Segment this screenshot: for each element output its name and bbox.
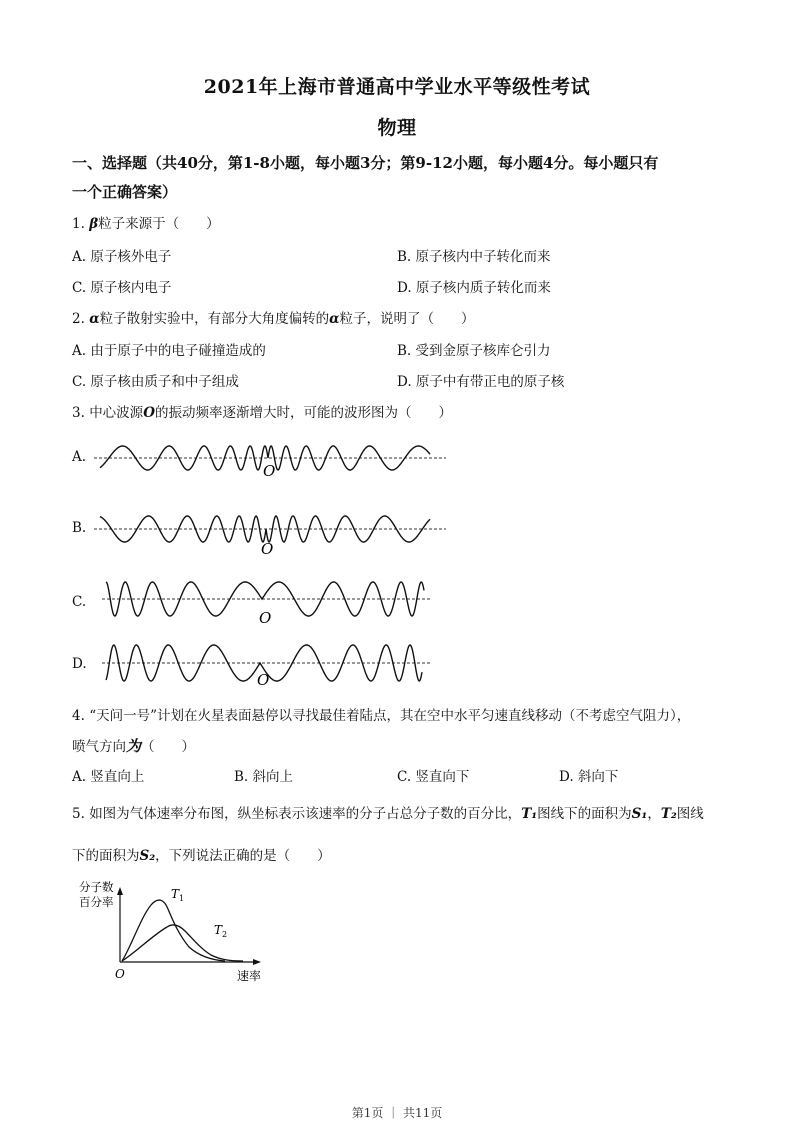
question-text-b: ，下列说法正确的是（ ） [155, 848, 331, 864]
question-1-stem [72, 212, 220, 232]
question-text-a: 中心波源 [89, 405, 144, 421]
question-text-d: 图线 [676, 806, 704, 822]
y-axis-arrow [117, 887, 123, 895]
speed-distribution-figure [75, 877, 275, 987]
question-text-a: 如图为气体速率分布图，纵坐标表示该速率的分子占总分子数的百分比， [89, 806, 522, 822]
question-number: 5. [72, 806, 85, 822]
question-text-b: 图线下的面积为 [537, 806, 632, 822]
origin-label: O [259, 609, 272, 625]
page-footer: 第1页 ｜ 共11页 [351, 1106, 443, 1120]
question-text-b: 的振动频率逐渐增大时，可能的波形图为（ ） [154, 405, 452, 421]
question-text-a: 粒子散射实验中，有部分大角度偏转的 [99, 311, 330, 327]
question-text: “天问一号”计划在火星表面悬停以寻找最佳着陆点，其在空中水平匀速直线移动（不考虑空气阻力）， [89, 708, 691, 724]
q2-option-b[interactable]: B. 受到金原子核库仑引力 [397, 343, 551, 359]
question-text-c: ， [647, 806, 661, 822]
x-axis-arrow [253, 959, 261, 965]
origin-label: O [115, 967, 125, 981]
q4-option-b[interactable]: B. 斜向上 [234, 769, 294, 785]
alpha-symbol: α [89, 311, 100, 327]
q3-option-c-label[interactable]: C. [72, 594, 87, 610]
question-number: 3. [72, 405, 85, 421]
subject-title: 物理 [377, 117, 417, 139]
y-axis-label-2: 百分率 [79, 895, 114, 909]
q3-wave-c[interactable] [100, 575, 440, 625]
section-header-line1: 一、选择题（共40分，第1-8小题，每小题3分；第9-12小题，每小题4分。每小题只有 [72, 154, 659, 172]
question-text-a: 喷气方向 [72, 739, 126, 755]
question-text: 粒子来源于（ ） [98, 216, 220, 232]
origin-label: O [263, 462, 276, 480]
question-number: 1. [72, 216, 85, 232]
q3-wave-d[interactable] [100, 637, 440, 687]
question-text-c: （ ） [141, 739, 196, 755]
t1-curve-label [171, 887, 184, 903]
t1-symbol: T₁ [521, 806, 538, 822]
question-text-b: 为 [126, 737, 142, 755]
question-5-line1 [72, 802, 704, 822]
origin-label: O [257, 671, 270, 687]
q3-option-d-label[interactable]: D. [72, 656, 87, 672]
q1-option-b[interactable]: B. 原子核内中子转化而来 [397, 249, 551, 265]
q4-option-c[interactable]: C. 竖直向下 [397, 769, 470, 785]
question-text-a: 下的面积为 [72, 848, 140, 864]
q2-option-a[interactable]: A. 由于原子中的电子碰撞造成的 [72, 343, 266, 359]
t2-label: T [214, 923, 223, 937]
question-5-line2 [72, 844, 331, 864]
t1-curve [122, 900, 228, 961]
q3-option-b-label[interactable]: B. [72, 520, 87, 536]
t1-label: T [171, 887, 180, 901]
alpha-symbol: α [329, 311, 340, 327]
question-2-stem [72, 307, 474, 327]
s2-symbol: S₂ [139, 848, 156, 864]
s1-symbol: S₁ [631, 806, 648, 822]
question-number: 4. [72, 708, 85, 724]
beta-symbol: β [89, 216, 99, 232]
origin-label: O [261, 540, 274, 556]
q3-option-a-label[interactable]: A. [72, 449, 87, 465]
question-3-stem [72, 401, 452, 421]
section-header-line2: 一个正确答案） [72, 183, 178, 201]
question-4-line1 [72, 704, 690, 724]
q3-wave-a[interactable] [90, 440, 450, 480]
q3-wave-b[interactable] [90, 510, 450, 556]
t2-curve-label [214, 923, 227, 939]
question-text-b: 粒子，说明了（ ） [339, 311, 475, 327]
q4-option-d[interactable]: D. 斜向下 [559, 769, 619, 785]
q2-option-d[interactable]: D. 原子中有带正电的原子核 [397, 374, 565, 390]
question-4-line2 [72, 735, 195, 756]
q4-option-a[interactable]: A. 竖直向上 [72, 769, 145, 785]
q1-option-a[interactable]: A. 原子核外电子 [72, 249, 172, 265]
question-number: 2. [72, 311, 85, 327]
q1-option-d[interactable]: D. 原子核内质子转化而来 [397, 280, 551, 296]
t2-symbol: T₂ [660, 806, 677, 822]
y-axis-label-1: 分子数 [79, 880, 114, 894]
source-o-symbol: O [143, 405, 155, 421]
t1-subscript: 1 [179, 894, 185, 903]
q2-option-c[interactable]: C. 原子核由质子和中子组成 [72, 374, 239, 390]
t2-subscript: 2 [222, 930, 228, 939]
q1-option-c[interactable]: C. 原子核内电子 [72, 280, 172, 296]
x-axis-label: 速率 [237, 969, 262, 983]
exam-title: 2021年上海市普通高中学业水平等级性考试 [203, 76, 591, 98]
